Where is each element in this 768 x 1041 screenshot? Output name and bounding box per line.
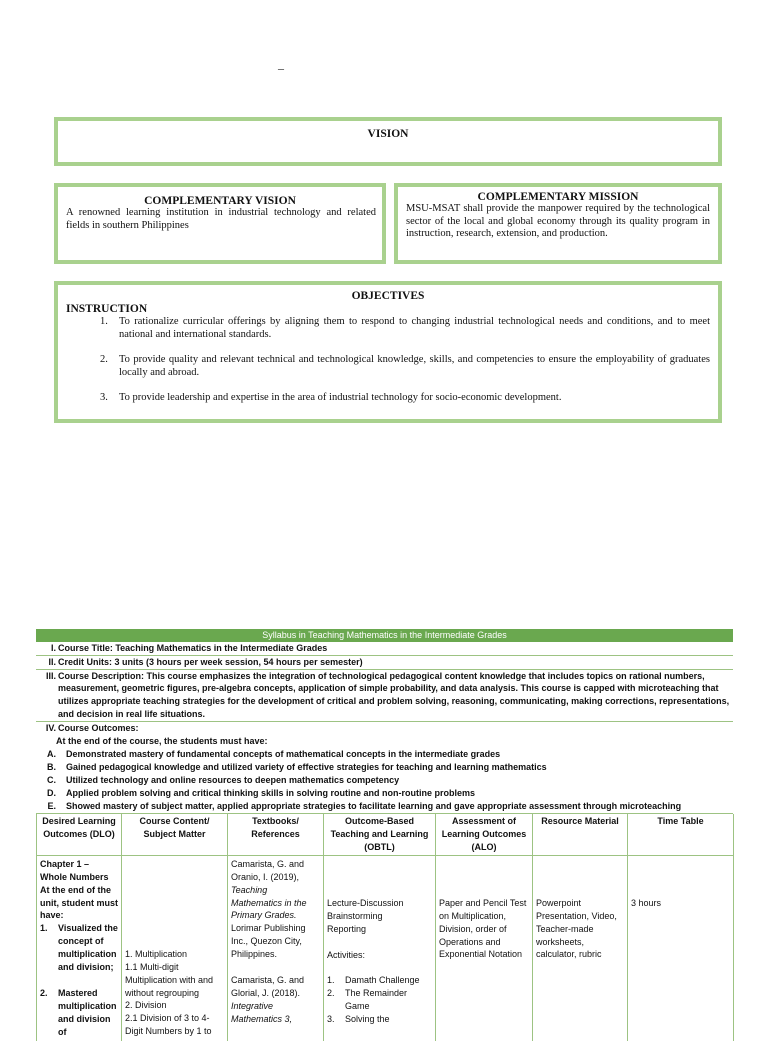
complementary-vision-title: COMPLEMENTARY VISION [144,195,296,207]
outcome-item: A. Demonstrated mastery of fundamental concepts of mathematical concepts in the intermediate grades [47,748,501,759]
cell-time: 3 hours [628,855,734,1040]
outcome-item: D. Applied problem solving and critical thinking skills in solving routine and non-routine problems [47,788,476,799]
outcome-item: C. Utilized technology and online resources to deepen mathematics competency [47,775,400,786]
objectives-list [100,316,710,405]
course-outcomes-intro: At the end of the course, the students must have: [56,735,268,746]
course-title-line: I. Course Title: Teaching Mathematics in the Intermediate Grades [36,642,733,656]
complementary-vision-box [54,183,386,264]
complementary-mission-title: COMPLEMENTARY MISSION [477,191,639,203]
outcome-item: B. Gained pedagogical knowledge and utilized variety of effective strategies for teaching and learning mathematics [47,762,547,773]
header-mark: – [278,61,284,75]
course-outcomes-title: IV. Course Outcomes: [45,722,139,733]
table-row [37,855,734,1040]
course-description-line: III. Course Description: This course emphasizes the integration of technological pedagogical content knowledge that includes topics on rational numbers, measurement, geometric figures, pre-algebra concepts, application of simple probability, and data analysis. This course is capped with microteaching that utilizes appropriate teaching strategies for the development of critical and problem solving, reasoning, communicating, making corrections, representations, and decision in real life situations. [36,670,733,722]
objectives-title: OBJECTIVES [351,290,425,302]
instruction-heading: INSTRUCTION [66,303,148,315]
objective-item: 3. To provide leadership and expertise in the area of industrial technology for socio-economic development. [100,392,562,403]
credit-units-line: II. Credit Units: 3 units (3 hours per week session, 54 hours per semester) [36,656,733,670]
cell-dlo: Chapter 1 – Whole Numbers At the end of the unit, student must have: 1. Visualized the concept of multiplication and division; 2. Mastered multiplication and division of [37,855,122,1040]
objective-item: 2. To provide quality and relevant technical and technological knowledge, skills, and competencies to ensure the employability of graduates locally and abroad. [100,354,710,378]
complementary-vision-text: A renowned learning institution in industrial technology and related fields in southern Philippines [66,207,376,231]
syllabus-table [36,814,734,1040]
col-header-resource: Resource Material [533,814,628,855]
table-header-row [37,814,734,855]
vision-title: VISION [367,128,409,140]
col-header-obtl: Outcome-Based Teaching and Learning (OBTL) [324,814,436,855]
col-header-dlo: Desired Learning Outcomes (DLO) [37,814,122,855]
complementary-mission-box [394,183,722,264]
col-header-alo: Assessment of Learning Outcomes (ALO) [436,814,533,855]
cell-alo: Paper and Pencil Test on Multiplication, Division, order of Operations and Exponential Notation [436,855,533,1040]
course-outcomes [36,722,733,815]
objectives-box [54,281,722,423]
cell-resource: Powerpoint Presentation, Video, Teacher-made worksheets, calculator, rubric [533,855,628,1040]
syllabus-section [36,629,733,1041]
col-header-content: Course Content/ Subject Matter [122,814,228,855]
outcome-item: E. Showed mastery of subject matter, applied appropriate strategies to facilitate learning and gave appropriate assessment through microteaching [47,801,682,812]
cell-content: 1. Multiplication 1.1 Multi-digit Multiplication with and without regrouping 2. Division 2.1 Division of 3 to 4-Digit Numbers by 1 to [122,855,228,1040]
vision-box [54,117,722,166]
cell-obtl: Lecture-Discussion Brainstorming Reporting Activities: 1. Damath Challenge 2. The Remainder Game 3. Solving the [324,855,436,1040]
objective-item: 1. To rationalize curricular offerings by aligning them to respond to changing industrial technological needs and conditions, and to meet national and international standards. [100,316,710,340]
cell-references: Camarista, G. and Oranio, I. (2019), Teaching Mathematics in the Primary Grades. Lorimar Publishing Inc., Quezon City, Philippines. Camarista, G. and Glorial, J. (2018). Integrative Mathematics 3, [228,855,324,1040]
syllabus-header: Syllabus in Teaching Mathematics in the Intermediate Grades [36,629,733,642]
complementary-mission-text: MSU-MSAT shall provide the manpower required by the technological sector of the local and global economy through its quality program in instruction, research, extension, and production. [406,203,710,239]
col-header-time: Time Table [628,814,734,855]
col-header-references: Textbooks/ References [228,814,324,855]
